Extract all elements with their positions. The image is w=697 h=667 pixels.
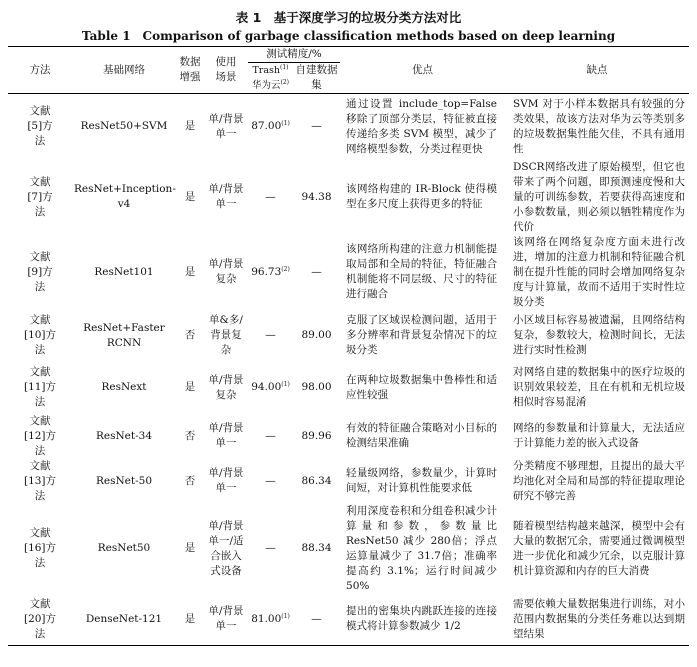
- table-row: [8, 362, 689, 414]
- cell-scene: [204, 362, 248, 414]
- trash-sup: (1): [281, 381, 290, 388]
- cell-network: ResNet+Inception-v4: [74, 183, 176, 210]
- cell-augment: 是: [184, 120, 196, 133]
- header-trash-huawei: [248, 63, 293, 94]
- cell-scene: [204, 504, 248, 594]
- cell-own: 86.34: [301, 474, 332, 487]
- cell-augment: 是: [184, 265, 196, 278]
- cell-disadvantage: 该网络在网络复杂度方面未进行改进，增加的注意力机制和特征融合机制在提升性能的同时会增加网络复杂度与计算量，故而不适用于实时性垃圾分类: [513, 235, 686, 308]
- cell-network: ResNet-34: [95, 429, 153, 442]
- cell-method: [8, 414, 72, 459]
- cell-advantage: 提出的密集块内跳跃连接的连接模式将计算参数减少 1/2: [346, 605, 498, 633]
- header-method: 方法: [8, 47, 72, 94]
- cell-network: ResNext: [101, 381, 147, 393]
- method-text: 文献[13]方法: [23, 459, 57, 502]
- cell-network: ResNet50: [97, 542, 151, 554]
- table-row: [8, 504, 689, 594]
- header-huawei-sup: (2): [280, 79, 289, 86]
- method-text: 文献[9]方法: [27, 250, 53, 293]
- header-trash: [250, 63, 291, 78]
- scene-text: 单/背景复杂: [208, 258, 244, 285]
- cell-own: 89.96: [301, 429, 332, 442]
- cell-augment: 是: [184, 612, 196, 625]
- method-text: 文献[5]方法: [27, 105, 53, 148]
- method-text: 文献[7]方法: [27, 175, 53, 218]
- table-row: [8, 459, 689, 504]
- table-header: [8, 47, 689, 94]
- cell-network: ResNet50+SVM: [80, 120, 168, 133]
- header-advantages: 优点: [340, 47, 505, 94]
- cell-trash: [248, 594, 293, 646]
- table-row: [8, 594, 689, 646]
- cell-augment: 否: [184, 429, 196, 442]
- cell-trash: [248, 310, 293, 362]
- scene-text: 单/背景单一/适合嵌入式设备: [208, 519, 244, 577]
- cell-advantage: 有效的特征融合策略对小目标的检测结果准确: [346, 422, 498, 449]
- header-trash-sup: (1): [280, 64, 289, 71]
- cell-scene: [204, 160, 248, 235]
- trash-value: 94.00: [251, 381, 282, 393]
- cell-method: [8, 310, 72, 362]
- trash-sup: (1): [281, 612, 290, 620]
- cell-trash: [248, 459, 293, 504]
- cell-scene: [204, 310, 248, 362]
- cell-own: 88.34: [301, 542, 332, 554]
- cell-own: 89.00: [301, 329, 332, 341]
- cell-augment: 是: [184, 190, 196, 203]
- header-disadvantages: 缺点: [505, 47, 689, 94]
- cell-disadvantage: 网络的参数量和计算量大，无法适应于计算能力差的嵌入式设备: [513, 422, 686, 449]
- trash-value: 96.73: [251, 265, 282, 278]
- scene-text: 单/背景单一: [208, 183, 244, 210]
- cell-augment: 否: [184, 474, 196, 487]
- trash-value: —: [265, 429, 276, 442]
- cell-advantage: 轻量级网络，参数量少，计算时间短，对计算机性能要求低: [346, 467, 498, 494]
- cell-own: 94.38: [301, 190, 332, 203]
- cell-own: —: [311, 120, 322, 133]
- cell-advantage: 该网络所构建的注意力机制能提取局部和全局的特征，特征融合机制能将不同层级、尺寸的特征进行融合: [346, 243, 498, 300]
- cell-disadvantage: 随着模型结构越来越深，模型中会有大量的数据冗余，需要通过微调模型进一步优化和减少冗余，以克服计算机计算资源和内存的巨大消费: [513, 519, 686, 577]
- table-row: [8, 94, 689, 160]
- cell-disadvantage: 对网络自建的数据集中的医疗垃圾的识别效果较差，且在有机和无机垃圾相似时容易混淆: [513, 366, 686, 408]
- cell-advantage: 通过设置 include_top=False 移除了顶部分类层，特征被直接传递给多类 SVM 模型，减少了网络模型参数，分类过程更快: [346, 97, 498, 155]
- cell-advantage: 该网络构建的 IR-Block 使得模型在多尺度上获得更多的特征: [346, 183, 498, 210]
- header-scene: [204, 47, 248, 94]
- table-row: [8, 160, 689, 235]
- header-scene-text: 使用场景: [215, 56, 237, 83]
- trash-value: 87.00: [251, 120, 282, 133]
- scene-text: 单/背景单一: [208, 467, 244, 494]
- cell-advantage: 利用深度卷积和分组卷积减少计算量和参数，参数量比 ResNet50 减少 280倍；浮点运算量减少了 31.7倍；准确率提高约 3.1%；运行时间减少 50%: [346, 504, 498, 592]
- trash-sup: (2): [281, 265, 290, 273]
- cell-disadvantage: 分类精度不够理想，且提出的最大平均池化对全局和局部的特征提取理论研究不够完善: [513, 459, 686, 502]
- method-text: 文献[16]方法: [23, 527, 57, 569]
- cell-network: ResNet+Faster RCNN: [83, 321, 165, 349]
- header-own-text: 自建数据集: [295, 64, 338, 91]
- header-augment: [176, 47, 204, 94]
- method-text: 文献[10]方法: [23, 314, 57, 356]
- cell-augment: 是: [184, 381, 196, 393]
- cell-scene: [204, 459, 248, 504]
- cell-scene: [204, 594, 248, 646]
- cell-method: [8, 504, 72, 594]
- cell-trash: [248, 414, 293, 459]
- cell-network: ResNet101: [94, 265, 154, 278]
- header-huawei-label: 华为云: [251, 80, 281, 91]
- method-text: 文献[20]方法: [23, 597, 57, 640]
- trash-value: 81.00: [251, 612, 282, 625]
- cell-method: [8, 594, 72, 646]
- trash-sup: (1): [281, 120, 290, 128]
- table-body: [8, 94, 689, 646]
- table-row: [8, 414, 689, 459]
- table-row: [8, 310, 689, 362]
- cell-network: DenseNet-121: [85, 612, 163, 625]
- trash-value: —: [265, 542, 276, 554]
- cell-network: ResNet-50: [95, 474, 153, 487]
- table-caption-en: Table 1 Comparison of garbage classification methods based on deep learning: [81, 29, 616, 43]
- cell-disadvantage: 小区域目标容易被遗漏，且网络结构复杂，参数较大，检测时间长，无法进行实时性检测: [513, 314, 686, 356]
- cell-trash: [248, 94, 293, 160]
- cell-disadvantage: DSCR网络改进了原始模型，但它也带来了两个问题，即预测速度慢和大量的可训练参数，若要获得高速度和小参数数量，则必须以牺牲精度作为代价: [513, 160, 686, 233]
- trash-value: —: [265, 474, 276, 487]
- cell-scene: [204, 414, 248, 459]
- cell-augment: 是: [184, 542, 196, 554]
- table-row: [8, 235, 689, 310]
- cell-advantage: 在两种垃圾数据集中鲁棒性和适应性较强: [346, 373, 498, 401]
- method-text: 文献[12]方法: [23, 414, 57, 457]
- cell-trash: [248, 160, 293, 235]
- header-augment-text: 数据增强: [179, 56, 201, 83]
- cell-scene: [204, 235, 248, 310]
- scene-text: 单/背景单一: [208, 422, 244, 449]
- cell-method: [8, 459, 72, 504]
- cell-own: —: [311, 265, 322, 278]
- header-huawei: [250, 78, 291, 93]
- cell-trash: [248, 362, 293, 414]
- cell-method: [8, 160, 72, 235]
- trash-value: —: [265, 329, 276, 341]
- cell-augment: 否: [184, 329, 196, 341]
- cell-method: [8, 362, 72, 414]
- method-text: 文献[11]方法: [23, 366, 57, 408]
- cell-scene: [204, 94, 248, 160]
- header-trash-label: Trash: [252, 65, 281, 76]
- cell-trash: [248, 504, 293, 594]
- cell-own: 98.00: [301, 381, 332, 393]
- header-network: 基础网络: [72, 47, 176, 94]
- cell-method: [8, 94, 72, 160]
- comparison-table: [8, 46, 689, 646]
- cell-disadvantage: SVM 对于小样本数据具有较强的分类效果，故该方法对华为云等类别多的垃圾数据集性能欠佳，不具有通用性: [513, 97, 686, 155]
- cell-trash: [248, 235, 293, 310]
- trash-value: —: [265, 190, 276, 203]
- scene-text: 单&多/背景复杂: [209, 314, 243, 356]
- cell-disadvantage: 需要依赖大量数据集进行训练，对小范围内数据集的分类任务难以达到期望结果: [513, 597, 686, 640]
- cell-method: [8, 235, 72, 310]
- header-accuracy: 测试精度/%: [248, 47, 340, 63]
- cell-own: —: [311, 612, 322, 625]
- scene-text: 单/背景复杂: [208, 373, 244, 401]
- table-caption-cn: 表 1 基于深度学习的垃圾分类方法对比: [235, 10, 462, 25]
- header-own: [293, 63, 340, 94]
- cell-advantage: 克服了区域误检测问题，适用于多分辨率和背景复杂情况下的垃圾分类: [346, 314, 498, 356]
- scene-text: 单/背景单一: [208, 605, 244, 633]
- scene-text: 单/背景单一: [208, 112, 244, 140]
